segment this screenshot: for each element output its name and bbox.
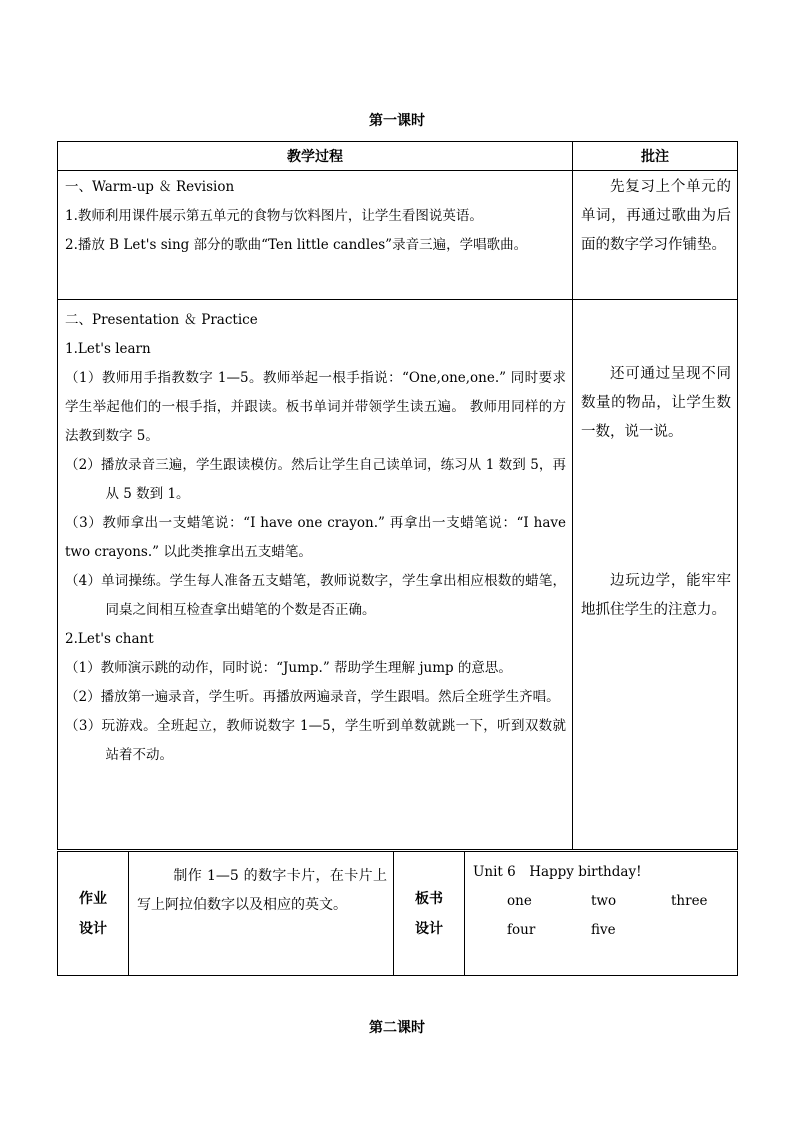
section-warmup — [58, 171, 573, 300]
label-line: 作业 — [79, 890, 107, 907]
step-text: 1.教师利用课件展示第五单元的食物与饮料图片，让学生看图说英语。 — [65, 208, 483, 224]
header-notes: 批注 — [573, 142, 738, 171]
step-text: （2）播放第一遍录音，学生听。再播放两遍录音，学生跟唱。然后全班学生齐唱。 — [65, 689, 560, 705]
note-text: 边玩边学，能牢牢地抓住学生的注意力。 — [581, 573, 731, 618]
board-row — [473, 916, 731, 945]
note-warmup — [573, 171, 738, 300]
step-text: （3）玩游戏。全班起立，教师说数字 1—5，学生听到单数就跳一下，听到双数就站着不动。 — [65, 718, 566, 763]
label-line: 设计 — [415, 920, 443, 937]
lesson-plan-table — [57, 141, 738, 850]
section-heading: 一、Warm-up ＆ Revision — [65, 179, 235, 195]
subsection-heading: 2.Let's chant — [65, 631, 154, 647]
step-text: （1）教师演示跳的动作，同时说：“Jump.” 帮助学生理解 jump 的意思。 — [65, 660, 512, 676]
board-word: three — [671, 893, 708, 909]
note-text: 还可通过呈现不同数量的物品，让学生数一数，说一说。 — [581, 366, 731, 440]
board-design — [465, 852, 738, 976]
homework-text: 制作 1—5 的数字卡片，在卡片上写上阿拉伯数字以及相应的英文。 — [129, 852, 394, 976]
step-text: （1）教师用手指教数字 1—5。教师举起一根手指说：“One,one,one.” 同时要求学生举起他们的一根手指，并跟读。板书单词并带领学生读五遍。 教师用同样的方法教到数字 5。 — [65, 370, 566, 444]
section-heading: 二、Presentation ＆ Practice — [65, 312, 258, 328]
homework-label — [58, 852, 129, 976]
section-presentation — [58, 300, 573, 850]
step-text: （2）播放录音三遍，学生跟读模仿。然后让学生自己读单词，练习从 1 数到 5，再从 5 数到 1。 — [65, 457, 566, 502]
header-process: 教学过程 — [58, 142, 573, 171]
note-presentation — [573, 300, 738, 850]
board-word: two — [591, 893, 617, 909]
board-word: four — [507, 922, 536, 938]
note-text: 先复习上个单元的单词，再通过歌曲为后面的数字学习作铺垫。 — [581, 179, 731, 253]
step-text: （3）教师拿出一支蜡笔说：“I have one crayon.” 再拿出一支蜡笔说：“I have two crayons.” 以此类推拿出五支蜡笔。 — [65, 515, 566, 560]
step-text: （4）单词操练。学生每人准备五支蜡笔，教师说数字，学生拿出相应根数的蜡笔，同桌之间相互检查拿出蜡笔的个数是否正确。 — [65, 573, 566, 618]
label-line: 设计 — [79, 920, 107, 937]
step-text: 2.播放 B Let's sing 部分的歌曲“Ten little candles”录音三遍，学唱歌曲。 — [65, 237, 528, 253]
lesson-2-title: 第二课时 — [369, 1020, 425, 1036]
lesson-1-title: 第一课时 — [369, 113, 425, 129]
board-word: one — [507, 893, 532, 909]
homework-board-table — [57, 851, 738, 976]
subsection-heading: 1.Let's learn — [65, 341, 151, 357]
label-line: 板书 — [415, 890, 443, 907]
board-row — [473, 887, 731, 916]
board-label — [394, 852, 465, 976]
board-word: five — [591, 922, 616, 938]
board-title: Unit 6 Happy birthday! — [473, 864, 642, 880]
